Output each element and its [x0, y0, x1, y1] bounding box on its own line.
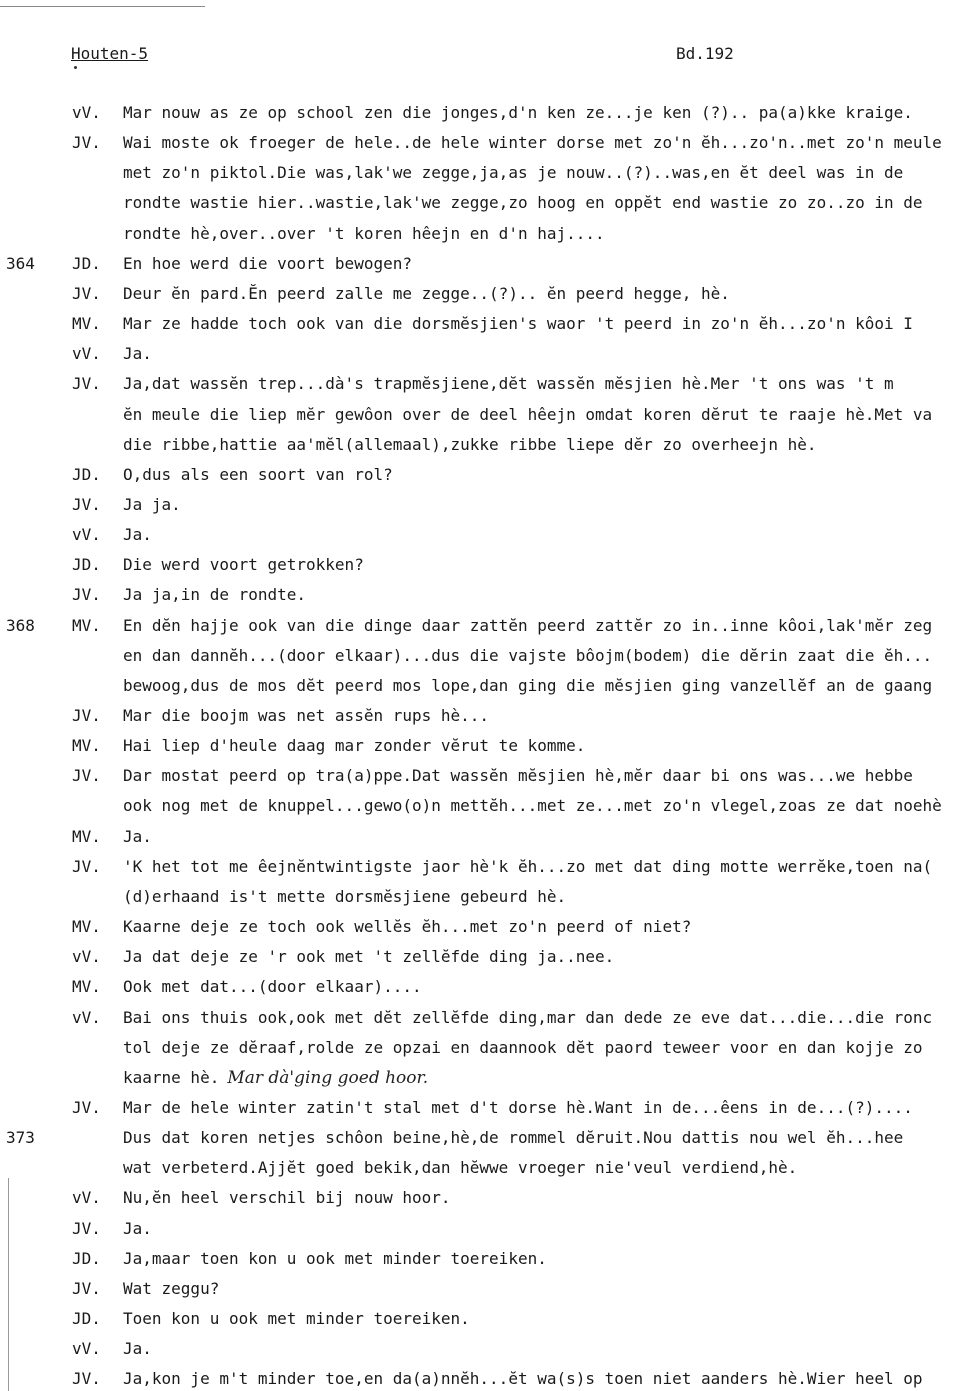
utterance-typed: Kaarne deje ze toch ook wellĕs ĕh...met zo'n peerd of niet?	[123, 917, 692, 937]
ink-dot	[74, 66, 77, 69]
speaker-label: MV.	[72, 826, 101, 846]
transcript-line	[0, 1128, 966, 1150]
speaker-label: JV.	[72, 494, 101, 514]
speaker-label: vV.	[72, 947, 101, 967]
transcript-line	[0, 284, 966, 306]
utterance-text	[123, 917, 966, 936]
speaker-label: vV.	[72, 525, 101, 545]
utterance-typed: Ja ja.	[123, 494, 181, 514]
utterance-typed: Ja.	[123, 344, 152, 364]
transcript-line	[0, 193, 966, 215]
line-number: 368	[6, 615, 35, 635]
utterance-text	[123, 857, 966, 876]
utterance-typed: Ja ja,in de rondte.	[123, 585, 307, 605]
transcript-line	[0, 1008, 966, 1030]
transcript-line	[0, 1369, 966, 1391]
utterance-typed: 'K het tot me êejnĕntwintigste jaor hè'k ĕh...zo met dat ding motte werrĕke,toen na(	[123, 856, 933, 876]
utterance-text	[123, 555, 966, 574]
utterance-text	[123, 1309, 966, 1328]
speaker-label: MV.	[72, 314, 101, 334]
utterance-typed: Mar de hele winter zatin't stal met d't dorse hè.Want in de...êens in de...(?)....	[123, 1097, 913, 1117]
transcript-line	[0, 374, 966, 396]
transcript-line	[0, 1219, 966, 1241]
utterance-typed: en dan dannĕh...(door elkaar)...dus die vajste bôojm(bodem) die dĕrin zaat die ĕh...	[123, 645, 933, 665]
utterance-text	[123, 1068, 966, 1088]
speaker-label: vV.	[72, 344, 101, 364]
utterance-text	[123, 465, 966, 484]
utterance-typed: Ja,dat wassĕn trep...dà's trapmĕsjiene,dĕt wassĕn mĕsjien hè.Mer 't ons was 't m	[123, 374, 894, 394]
utterance-text	[123, 193, 966, 212]
page-number: Bd.192	[676, 44, 734, 63]
utterance-text	[123, 676, 966, 695]
utterance-typed: Bai ons thuis ook,ook met dĕt zellĕfde ding,mar dan dede ze eve dat...die...die ronc	[123, 1007, 933, 1027]
transcript-line	[0, 887, 966, 909]
speaker-label: MV.	[72, 977, 101, 997]
utterance-text	[123, 585, 966, 604]
utterance-typed: En hoe werd die voort bewogen?	[123, 253, 412, 273]
utterance-typed: Nu,ĕn heel verschil bij nouw hoor.	[123, 1188, 451, 1208]
transcript-line	[0, 224, 966, 246]
utterance-typed: rondte wastie hier..wastie,lak'we zegge,zo hoog en oppĕt end wastie zo zo..zo in de	[123, 193, 923, 213]
utterance-text	[123, 435, 966, 454]
speaker-label: JV.	[72, 1278, 101, 1298]
transcript-line	[0, 133, 966, 155]
utterance-typed: Ja dat deje ze 'r ook met 't zellĕfde ding ja..nee.	[123, 947, 615, 967]
transcript-line	[0, 525, 966, 547]
speaker-label: vV.	[72, 1188, 101, 1208]
speaker-label: JV.	[72, 585, 101, 605]
speaker-label: JD.	[72, 253, 101, 273]
transcript-line	[0, 1249, 966, 1271]
speaker-label: vV.	[72, 103, 101, 122]
utterance-typed: Ook met dat...(door elkaar)....	[123, 977, 422, 997]
transcript-line	[0, 977, 966, 999]
transcript-line	[0, 1309, 966, 1331]
speaker-label: JV.	[72, 133, 101, 153]
utterance-typed: Hai liep d'heule daag mar zonder vĕrut te komme.	[123, 736, 586, 756]
utterance-text	[123, 103, 966, 122]
speaker-label: JV.	[72, 706, 101, 725]
transcript-line	[0, 827, 966, 849]
utterance-text	[123, 706, 966, 725]
transcript-line	[0, 947, 966, 969]
utterance-typed: Dus dat koren netjes schôon beine,hè,de rommel dĕruit.Nou dattis nou wel ĕh...hee	[123, 1128, 904, 1148]
utterance-text	[123, 1188, 966, 1207]
utterance-text	[123, 887, 966, 906]
transcript-line	[0, 585, 966, 607]
utterance-text	[123, 947, 966, 966]
utterance-typed: rondte hè,over..over 't koren hêejn en d'n haj....	[123, 223, 605, 243]
utterance-typed: Dar mostat peerd op tra(a)ppe.Dat wassĕn mĕsjien hè,mĕr daar bi ons was...we hebbe	[123, 766, 913, 786]
speaker-label: vV.	[72, 1007, 101, 1027]
utterance-typed: tol deje ze dĕraaf,rolde ze opzai en daannook dĕt paord teweer voor en dan kojje zo	[123, 1037, 923, 1057]
speaker-label: JV.	[72, 283, 101, 303]
transcript-line	[0, 163, 966, 185]
speaker-label: JV.	[72, 374, 101, 394]
utterance-text	[123, 736, 966, 755]
utterance-text	[123, 1128, 966, 1147]
utterance-typed: Die werd voort getrokken?	[123, 555, 364, 575]
utterance-text	[123, 1098, 966, 1117]
utterance-typed: (d)erhaand is't mette dorsmĕsjiene gebeurd hè.	[123, 886, 567, 906]
utterance-typed: Ja,maar toen kon u ook met minder toereiken.	[123, 1248, 547, 1268]
speaker-label: JD.	[72, 1309, 101, 1328]
utterance-text	[123, 1249, 966, 1268]
utterance-text	[123, 344, 966, 363]
utterance-typed: Mar ze hadde toch ook van die dorsmĕsjien's waor 't peerd in zo'n ĕh...zo'n kôoi I	[123, 314, 913, 334]
transcript-line	[0, 1098, 966, 1120]
utterance-text	[123, 1279, 966, 1298]
utterance-typed: Toen kon u ook met minder toereiken.	[123, 1309, 470, 1328]
transcript-line	[0, 706, 966, 728]
utterance-text	[123, 616, 966, 635]
utterance-typed: met zo'n piktol.Die was,lak'we zegge,ja,as je nouw..(?)..was,en ĕt deel was in de	[123, 163, 904, 183]
transcript-line	[0, 465, 966, 487]
speaker-label: MV.	[72, 736, 101, 756]
transcript-line	[0, 646, 966, 668]
utterance-text	[123, 1158, 966, 1177]
transcript-line	[0, 103, 966, 125]
line-number: 364	[6, 253, 35, 273]
transcript-line	[0, 766, 966, 788]
utterance-typed: Ja.	[123, 525, 152, 545]
utterance-text	[123, 1219, 966, 1238]
transcript-line	[0, 1339, 966, 1361]
line-number: 373	[6, 1128, 35, 1148]
utterance-typed: ook nog met de knuppel...gewo(o)n mettĕh...met ze...met zo'n vlegel,zoas ze dat noehè	[123, 796, 942, 816]
utterance-text	[123, 827, 966, 846]
utterance-text	[123, 284, 966, 303]
utterance-typed: Ja,kon je m't minder toe,en da(a)nnĕh...ĕt wa(s)s toen niet aanders hè.Wier heel op	[123, 1369, 923, 1389]
utterance-typed: die ribbe,hattie aa'mĕl(allemaal),zukke ribbe liepe dĕr zo overheejn hè.	[123, 434, 817, 454]
transcript-line	[0, 616, 966, 638]
utterance-typed: Mar die boojm was net assĕn rups hè...	[123, 706, 490, 725]
transcript-line	[0, 405, 966, 427]
transcript-line	[0, 495, 966, 517]
speaker-label: JD.	[72, 1248, 101, 1268]
utterance-text	[123, 254, 966, 273]
speaker-label: JV.	[72, 766, 101, 786]
transcript-line	[0, 1038, 966, 1060]
transcript-line	[0, 555, 966, 577]
transcript-line	[0, 1188, 966, 1210]
document-title: Houten-5	[71, 44, 149, 63]
utterance-text	[123, 1369, 966, 1388]
utterance-typed: Wat zeggu?	[123, 1278, 220, 1298]
utterance-text	[123, 405, 966, 424]
speaker-label: vV.	[72, 1339, 101, 1359]
utterance-text	[123, 796, 966, 815]
utterance-text	[123, 133, 966, 152]
transcript-line	[0, 435, 966, 457]
speaker-label: JV.	[72, 1218, 101, 1238]
top-rule	[0, 6, 205, 7]
transcript-line	[0, 344, 966, 366]
utterance-typed: En dĕn hajje ook van die dinge daar zattĕn peerd zattĕr zo in..inne kôoi,lak'mĕr zeg	[123, 615, 933, 635]
utterance-typed: Ja.	[123, 1218, 152, 1238]
handwritten-annotation: Mar dà'ging goed hoor.	[227, 1067, 429, 1088]
utterance-typed: Ja.	[123, 826, 152, 846]
transcript-line	[0, 917, 966, 939]
transcript-line	[0, 1279, 966, 1301]
utterance-text	[123, 163, 966, 182]
utterance-text	[123, 646, 966, 665]
utterance-text	[123, 766, 966, 785]
speaker-label: JV.	[72, 1097, 101, 1117]
utterance-typed: wat verbeterd.Ajjĕt goed bekik,dan hĕwwe vroeger nie'veul verdiend,hè.	[123, 1158, 798, 1178]
speaker-label: JV.	[72, 1369, 101, 1389]
utterance-text	[123, 495, 966, 514]
utterance-typed: Wai moste ok froeger de hele..de hele winter dorse met zo'n ĕh...zo'n..met zo'n meule	[123, 133, 942, 153]
utterance-typed: ĕn meule die liep mĕr gewôon over de deel hêejn omdat koren dĕrut te raaje hè.Met va	[123, 404, 933, 424]
utterance-text	[123, 525, 966, 544]
speaker-label: MV.	[72, 917, 101, 937]
utterance-typed: O,dus als een soort van rol?	[123, 464, 393, 484]
transcript-line	[0, 796, 966, 818]
utterance-text	[123, 1038, 966, 1057]
transcript-line	[0, 314, 966, 336]
utterance-typed: kaarne hè.	[123, 1067, 220, 1087]
transcript-line	[0, 1068, 966, 1090]
utterance-text	[123, 977, 966, 996]
speaker-label: MV.	[72, 615, 101, 635]
transcript-line	[0, 1158, 966, 1180]
utterance-typed: Ja.	[123, 1339, 152, 1359]
transcript-line	[0, 254, 966, 276]
transcript-line	[0, 736, 966, 758]
utterance-typed: bewoog,dus de mos dĕt peerd mos lope,dan ging die mĕsjien ging vanzellĕf an de gaang	[123, 675, 933, 695]
utterance-text	[123, 224, 966, 243]
utterance-typed: Mar nouw as ze op school zen die jonges,d'n ken ze...je ken (?).. pa(a)kke kraige.	[123, 103, 913, 122]
speaker-label: JD.	[72, 464, 101, 484]
transcript-line	[0, 857, 966, 879]
transcript-line	[0, 676, 966, 698]
speaker-label: JV.	[72, 856, 101, 876]
utterance-text	[123, 1339, 966, 1358]
utterance-text	[123, 314, 966, 333]
utterance-typed: Deur ĕn pard.Ĕn peerd zalle me zegge..(?).. ĕn peerd hegge, hè.	[123, 283, 730, 303]
speaker-label: JD.	[72, 555, 101, 575]
utterance-text	[123, 1008, 966, 1027]
utterance-text	[123, 374, 966, 393]
